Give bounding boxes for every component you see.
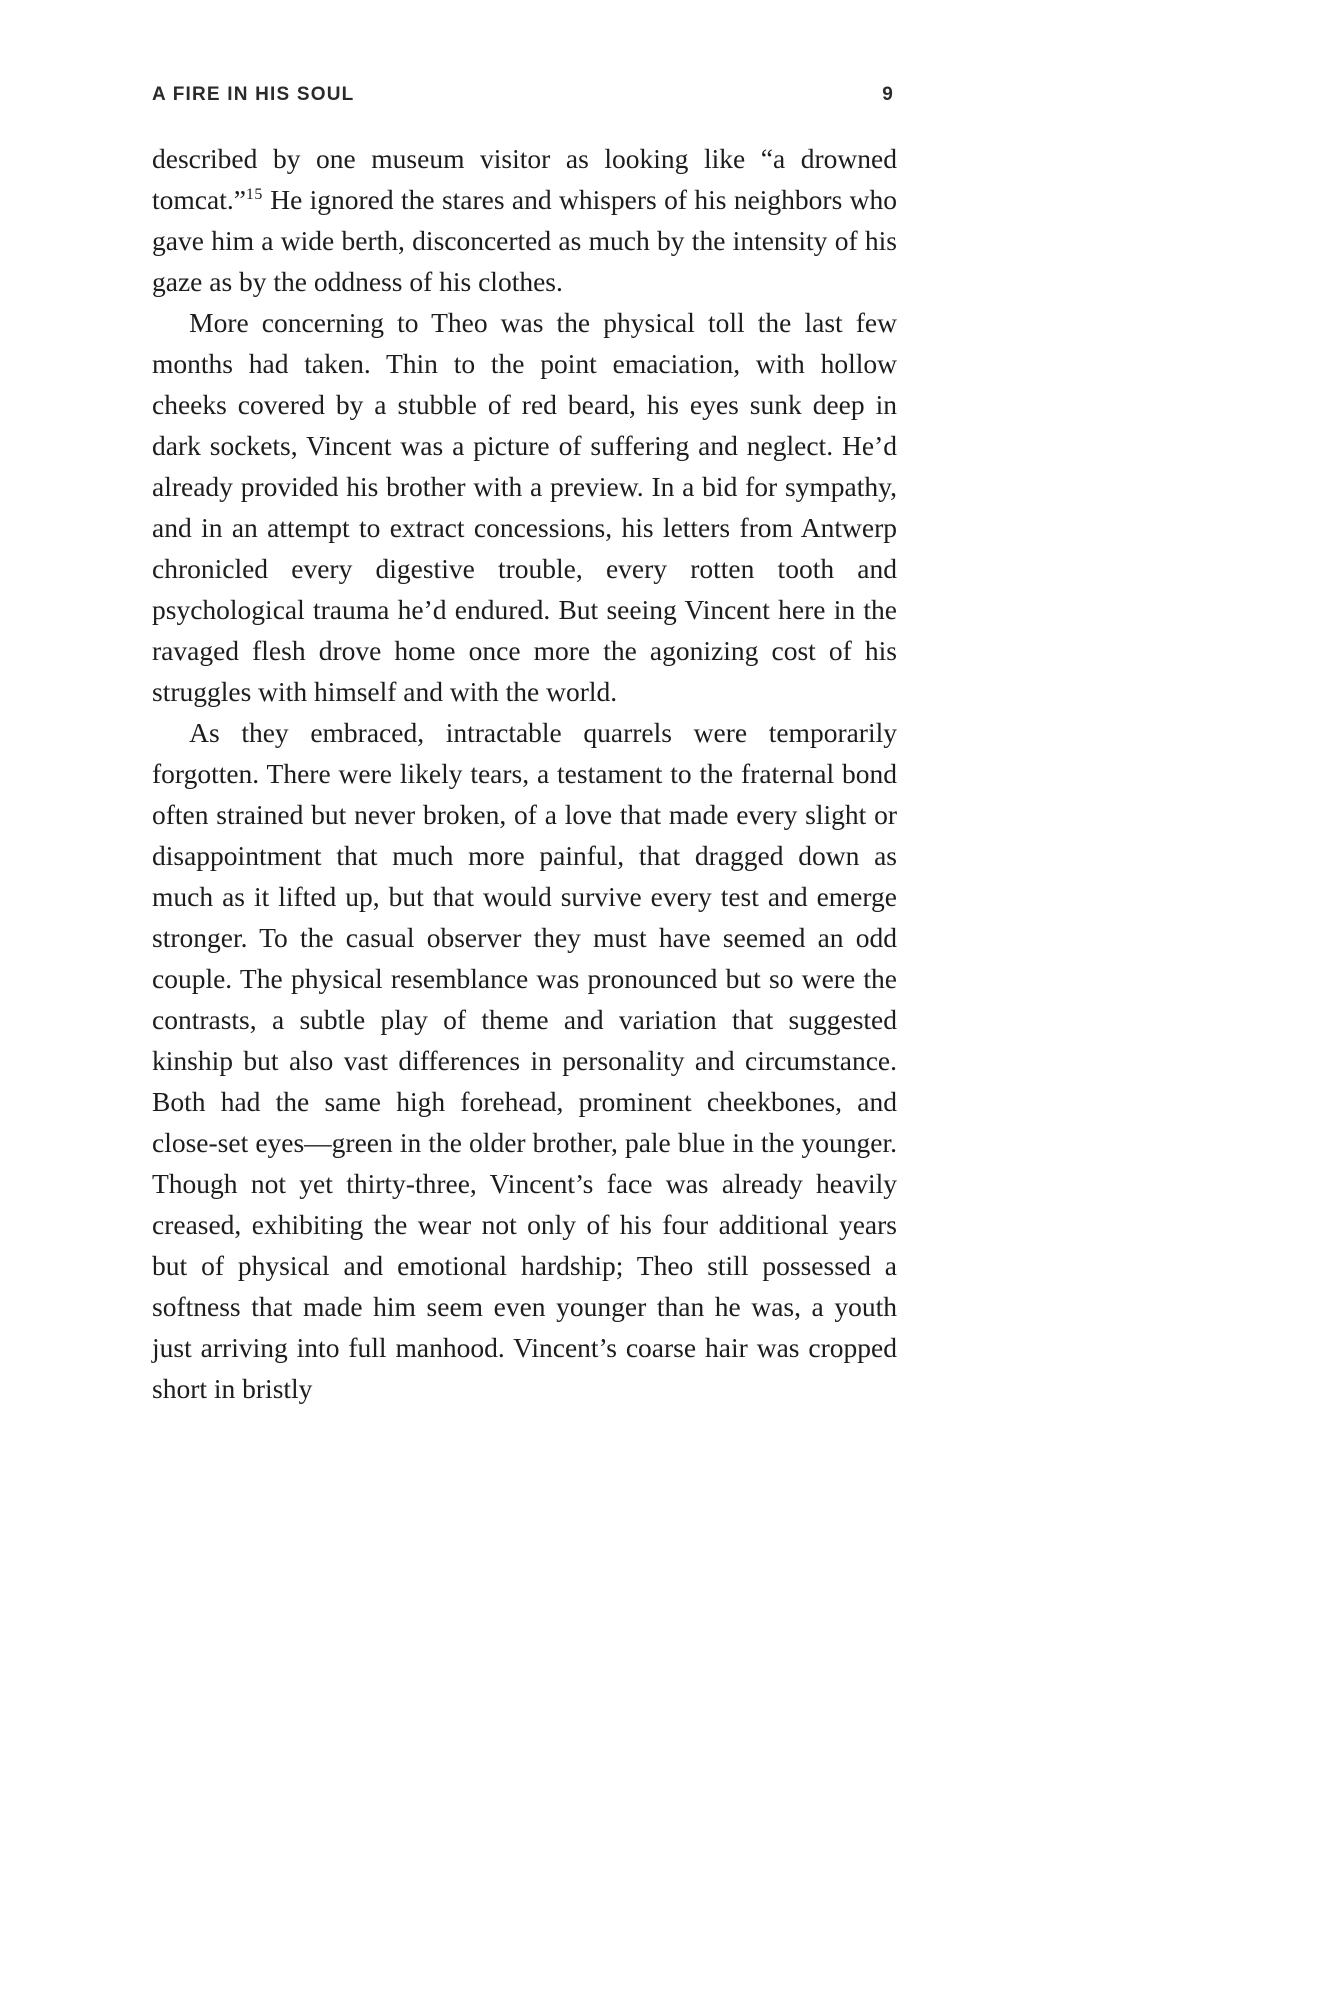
paragraph-1-continuation: He ignored the stares and whispers of his neighbors who gave him a wide berth, disconcerted as much by the intensity of his gaze as by the oddness of his clothes. (152, 184, 897, 297)
footnote-reference-15: 15 (245, 185, 263, 203)
paragraph-1-text: described by one museum visitor as looking like “a drowned tomcat.” (152, 143, 897, 215)
running-title: A FIRE IN HIS SOUL (152, 84, 355, 105)
paragraph-1 (152, 138, 897, 302)
body-text (152, 138, 897, 1409)
paragraph-3: As they embraced, intractable quarrels were temporarily forgotten. There were likely tears, a testament to the fraternal bond often strained but never broken, of a love that made every slight or disappointment that much more painful, that dragged down as much as it lifted up, but that would survive every test and emerge stronger. To the casual observer they must have seemed an odd couple. The physical resemblance was pronounced but so were the contrasts, a subtle play of theme and variation that suggested kinship but also vast differences in personality and circumstance. Both had the same high forehead, prominent cheekbones, and close-set eyes—green in the older brother, pale blue in the younger. Though not yet thirty-three, Vincent’s face was already heavily creased, exhibiting the wear not only of his four additional years but of physical and emotional hardship; Theo still possessed a softness that made him seem even younger than he was, a youth just arriving into full manhood. Vincent’s coarse hair was cropped short in bristly (152, 717, 897, 1404)
page-number: 9 (882, 84, 894, 105)
page-header (152, 84, 894, 106)
paragraph-2: More concerning to Theo was the physical toll the last few months had taken. Thin to the point emaciation, with hollow cheeks covered by a stubble of red beard, his eyes sunk deep in dark sockets, Vincent was a picture of suffering and neglect. He’d already provided his brother with a preview. In a bid for sympathy, and in an attempt to extract concessions, his letters from Antwerp chronicled every digestive trouble, every rotten tooth and psychological trauma he’d endured. But seeing Vincent here in the ravaged flesh drove home once more the agonizing cost of his struggles with himself and with the world. (152, 307, 897, 707)
